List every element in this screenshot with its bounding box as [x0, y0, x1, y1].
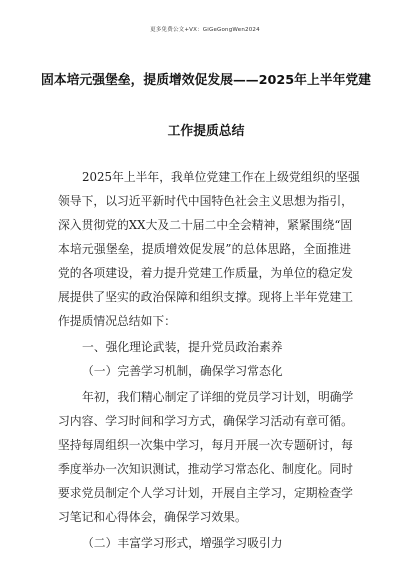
body-line: 坚持每周组织一次集中学习，每月开展一次专题研讨，每	[58, 438, 353, 452]
body-line: 深入贯彻党的XX大及二十届二中全会精神，紧紧围绕“固	[58, 218, 353, 232]
document-title-line-1: 固本培元强堡垒，提质增效促发展——2025年上半年党建	[41, 73, 371, 88]
body-line: 展提供了坚实的政治保障和组织支撑。现将上半年党建工	[58, 290, 353, 304]
body-line: 本培元强堡垒，提质增效促发展”的总体思路，全面推进	[58, 242, 351, 256]
body-line: 习内容、学习时间和学习方式，确保学习活动有章可循。	[58, 414, 353, 428]
body-line: 2025年上半年，我单位党建工作在上级党组织的坚强	[82, 170, 360, 184]
body-line: 领导下，以习近平新时代中国特色社会主义思想为指引，	[58, 194, 353, 208]
body-line: 作提质情况总结如下：	[58, 314, 176, 328]
body-line: 季度举办一次知识测试，推动学习常态化、制度化。同时	[58, 462, 353, 476]
subsection-heading: （一）完善学习机制，确保学习常态化	[82, 364, 283, 378]
body-line: 党的各项建设，着力提升党建工作质量，为单位的稳定发	[58, 266, 353, 280]
body-line: 年初，我们精心制定了详细的党员学习计划，明确学	[82, 390, 354, 404]
body-line: 习笔记和心得体会，确保学习效果。	[58, 510, 247, 524]
section-heading: 一、强化理论武装，提升党员政治素养	[82, 340, 283, 354]
body-line: 要求党员制定个人学习计划，开展自主学习，定期检查学	[58, 486, 353, 500]
subsection-heading: （二）丰富学习形式，增强学习吸引力	[82, 536, 283, 550]
header-note: 更多免费公文+VX：GiGeGongWen2024	[150, 27, 260, 33]
document-title-line-2: 工作提质总结	[167, 124, 245, 139]
